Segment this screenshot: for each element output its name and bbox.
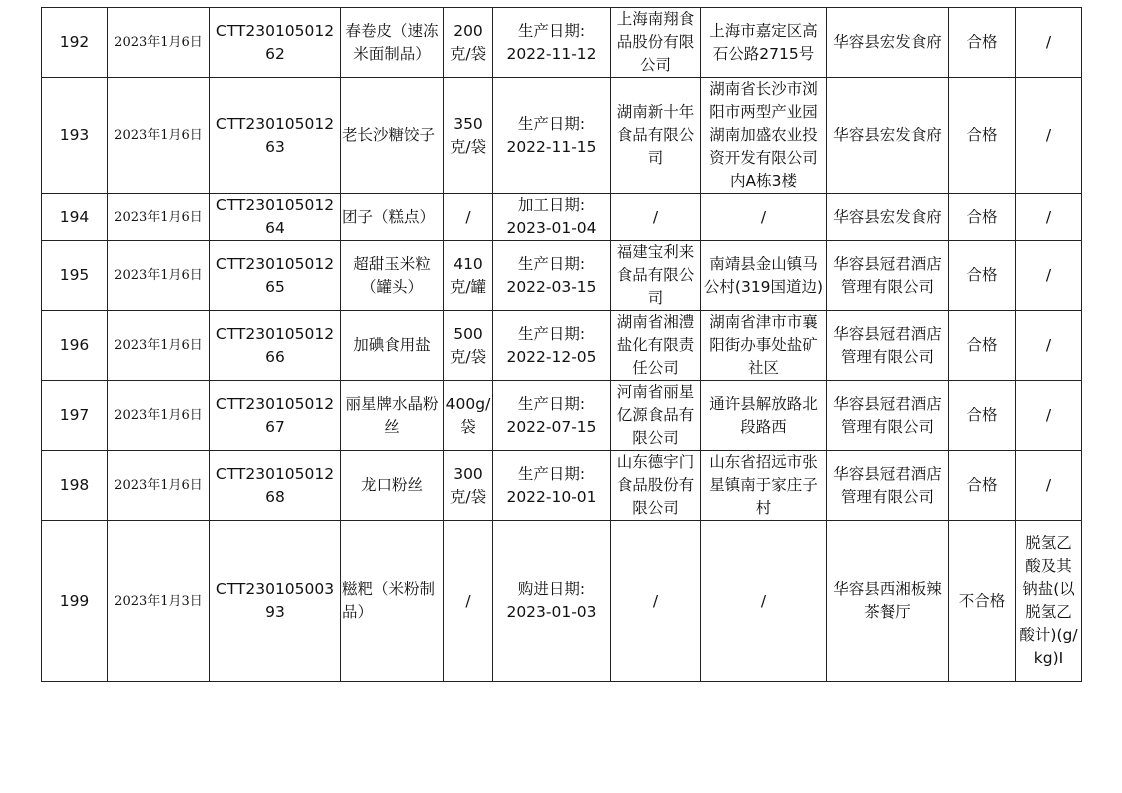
sample-name-cell: 老长沙糖饺子 xyxy=(341,78,444,194)
producer-cell: 湖南省湘澧盐化有限责任公司 xyxy=(611,311,701,381)
sampled-entity-cell: 华容县西湘板辣茶餐厅 xyxy=(827,521,949,682)
producer-address-cell: 湖南省津市市襄阳街办事处盐矿社区 xyxy=(701,311,827,381)
sample-code-cell: CTT23010501263 xyxy=(210,78,341,194)
production-date-cell: 生产日期: 2022-07-15 xyxy=(493,381,611,451)
producer-address-cell: / xyxy=(701,194,827,241)
producer-cell: 湖南新十年食品有限公司 xyxy=(611,78,701,194)
sample-code-cell: CTT23010500393 xyxy=(210,521,341,682)
producer-address-cell: / xyxy=(701,521,827,682)
sample-name-cell: 超甜玉米粒（罐头） xyxy=(341,241,444,311)
table-row xyxy=(42,78,1082,194)
production-date-cell: 加工日期: 2023-01-04 xyxy=(493,194,611,241)
sample-name-cell: 春卷皮（速冻米面制品） xyxy=(341,8,444,78)
failed-item-cell: / xyxy=(1016,8,1082,78)
row-number-cell: 194 xyxy=(42,194,108,241)
result-cell: 合格 xyxy=(949,451,1016,521)
sampled-entity-cell: 华容县冠君酒店管理有限公司 xyxy=(827,381,949,451)
producer-cell: / xyxy=(611,521,701,682)
row-number-cell: 193 xyxy=(42,78,108,194)
table-body xyxy=(42,8,1082,682)
row-number-cell: 196 xyxy=(42,311,108,381)
row-number-cell: 192 xyxy=(42,8,108,78)
table-row xyxy=(42,521,1082,682)
sample-code-cell: CTT23010501264 xyxy=(210,194,341,241)
sampling-date-cell: 2023年1月6日 xyxy=(108,78,210,194)
spec-cell: 300克/袋 xyxy=(444,451,493,521)
spec-cell: / xyxy=(444,194,493,241)
producer-cell: 山东德宇门食品股份有限公司 xyxy=(611,451,701,521)
sample-code-cell: CTT23010501268 xyxy=(210,451,341,521)
sampling-date-cell: 2023年1月3日 xyxy=(108,521,210,682)
table-row xyxy=(42,241,1082,311)
sampled-entity-cell: 华容县宏发食府 xyxy=(827,8,949,78)
sampled-entity-cell: 华容县宏发食府 xyxy=(827,78,949,194)
failed-item-cell: / xyxy=(1016,381,1082,451)
sampling-date-cell: 2023年1月6日 xyxy=(108,241,210,311)
sample-name-cell: 加碘食用盐 xyxy=(341,311,444,381)
sample-name-cell: 龙口粉丝 xyxy=(341,451,444,521)
sampled-entity-cell: 华容县冠君酒店管理有限公司 xyxy=(827,241,949,311)
production-date-cell: 生产日期: 2022-10-01 xyxy=(493,451,611,521)
failed-item-cell: / xyxy=(1016,241,1082,311)
result-cell: 不合格 xyxy=(949,521,1016,682)
sampled-entity-cell: 华容县宏发食府 xyxy=(827,194,949,241)
table-row xyxy=(42,311,1082,381)
production-date-cell: 生产日期: 2022-11-15 xyxy=(493,78,611,194)
table-row xyxy=(42,8,1082,78)
producer-cell: 上海南翔食品股份有限公司 xyxy=(611,8,701,78)
sample-code-cell: CTT23010501266 xyxy=(210,311,341,381)
sample-code-cell: CTT23010501262 xyxy=(210,8,341,78)
sampling-date-cell: 2023年1月6日 xyxy=(108,8,210,78)
result-cell: 合格 xyxy=(949,241,1016,311)
sampled-entity-cell: 华容县冠君酒店管理有限公司 xyxy=(827,451,949,521)
result-cell: 合格 xyxy=(949,78,1016,194)
failed-item-cell: / xyxy=(1016,78,1082,194)
row-number-cell: 198 xyxy=(42,451,108,521)
sampling-date-cell: 2023年1月6日 xyxy=(108,311,210,381)
spec-cell: 400g/袋 xyxy=(444,381,493,451)
production-date-cell: 生产日期: 2022-11-12 xyxy=(493,8,611,78)
spec-cell: 500克/袋 xyxy=(444,311,493,381)
failed-item-cell: / xyxy=(1016,311,1082,381)
failed-item-cell: 脱氢乙酸及其钠盐(以脱氢乙酸计)(g/kg)Ⅰ xyxy=(1016,521,1082,682)
sampled-entity-cell: 华容县冠君酒店管理有限公司 xyxy=(827,311,949,381)
sampling-date-cell: 2023年1月6日 xyxy=(108,381,210,451)
row-number-cell: 197 xyxy=(42,381,108,451)
producer-address-cell: 山东省招远市张星镇南于家庄子村 xyxy=(701,451,827,521)
table-row xyxy=(42,451,1082,521)
table-row xyxy=(42,194,1082,241)
producer-address-cell: 南靖县金山镇马公村(319国道边) xyxy=(701,241,827,311)
production-date-cell: 生产日期: 2022-12-05 xyxy=(493,311,611,381)
producer-address-cell: 通许县解放路北段路西 xyxy=(701,381,827,451)
spec-cell: 410克/罐 xyxy=(444,241,493,311)
sampling-date-cell: 2023年1月6日 xyxy=(108,451,210,521)
producer-cell: / xyxy=(611,194,701,241)
failed-item-cell: / xyxy=(1016,451,1082,521)
sample-name-cell: 团子（糕点） xyxy=(341,194,444,241)
production-date-cell: 购进日期: 2023-01-03 xyxy=(493,521,611,682)
result-cell: 合格 xyxy=(949,8,1016,78)
sample-code-cell: CTT23010501265 xyxy=(210,241,341,311)
spec-cell: 350克/袋 xyxy=(444,78,493,194)
producer-address-cell: 上海市嘉定区高石公路2715号 xyxy=(701,8,827,78)
inspection-results-table xyxy=(41,7,1082,682)
producer-cell: 福建宝利来食品有限公司 xyxy=(611,241,701,311)
row-number-cell: 195 xyxy=(42,241,108,311)
producer-address-cell: 湖南省长沙市浏阳市两型产业园湖南加盛农业投资开发有限公司内A栋3楼 xyxy=(701,78,827,194)
failed-item-cell: / xyxy=(1016,194,1082,241)
result-cell: 合格 xyxy=(949,194,1016,241)
sample-name-cell: 丽星牌水晶粉丝 xyxy=(341,381,444,451)
spec-cell: 200克/袋 xyxy=(444,8,493,78)
result-cell: 合格 xyxy=(949,311,1016,381)
sample-code-cell: CTT23010501267 xyxy=(210,381,341,451)
result-cell: 合格 xyxy=(949,381,1016,451)
producer-cell: 河南省丽星亿源食品有限公司 xyxy=(611,381,701,451)
table-row xyxy=(42,381,1082,451)
sample-name-cell: 糍粑（米粉制品） xyxy=(341,521,444,682)
spec-cell: / xyxy=(444,521,493,682)
sampling-date-cell: 2023年1月6日 xyxy=(108,194,210,241)
production-date-cell: 生产日期: 2022-03-15 xyxy=(493,241,611,311)
row-number-cell: 199 xyxy=(42,521,108,682)
